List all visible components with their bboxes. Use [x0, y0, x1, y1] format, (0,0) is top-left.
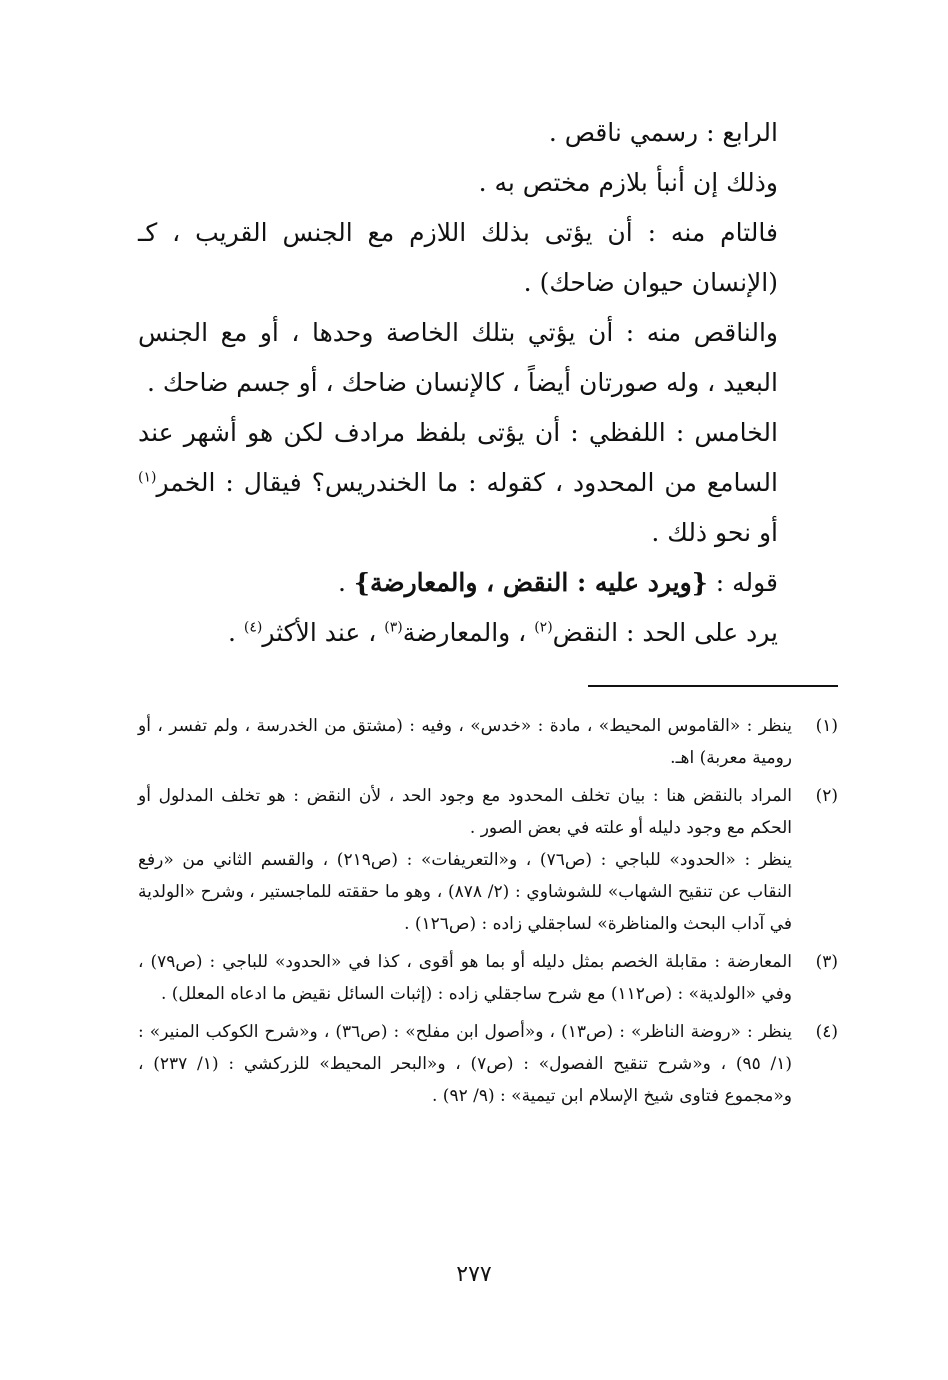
footnote-text	[138, 1016, 792, 1112]
paragraph-fifth-end: أو نحو ذلك .	[651, 518, 778, 547]
objections-text-c: ، عند الأكثر	[262, 618, 385, 647]
footnote-paragraph: ينظر : «القاموس المحيط» ، مادة : «خدس» ، وفيه : (مشتق من الخدرسة ، ولم تفسر ، أو رومية معربة) اهـ.	[138, 716, 792, 768]
quoted-matn: {ويرد عليه : النقض ، والمعارضة}	[353, 568, 708, 597]
footnote-text	[138, 946, 792, 1010]
footnote-paragraph: ينظر : «روضة الناظر» : (ص١٣) ، و«أصول ابن مفلح» : (ص٣٦) ، و«شرح الكوكب المنير» : (١/ ٩٥) ، و«شرح تنقيح الفصول» : (ص٧) ، و«البحر المحيط» للزركشي : (١/ ٢٣٧) ، و«مجموع فتاوى شيخ الإسلام ابن تيمية» : (٩/ ٩٢) .	[138, 1022, 792, 1106]
objections-text-d: .	[227, 618, 244, 647]
footnote-paragraph: ينظر : «الحدود» للباجي : (ص٧٦) ، و«التعريفات» : (ص٢١٩) ، والقسم الثاني من «رفع النقاب عن تنقيح الشهاب» للشوشاوي : (٢/ ٨٧٨) ، وهو ما حققته للماجستير ، وشرح «الولدية في آداب البحث والمناظرة» لساجقلي زاده : (ص١٢٦) .	[138, 850, 793, 934]
footnote-ref-3[interactable]: (٣)	[384, 619, 403, 636]
paragraph-objections	[138, 608, 838, 658]
footnote-1	[138, 710, 838, 774]
footnote-4	[138, 1016, 838, 1112]
objections-text-a: يرد على الحد : النقض	[552, 618, 778, 647]
paragraph-incomplete: والناقص منه : أن يؤتي بتلك الخاصة وحدها ، أو مع الجنس البعيد ، وله صورتان أيضاً ، كالإنسان ضاحك ، أو جسم ضاحك .	[138, 318, 778, 397]
paragraph-complete: فالتام منه : أن يؤتى بذلك اللازم مع الجنس القريب ، كـ (الإنسان حيوان ضاحك) .	[138, 218, 778, 297]
footnote-text	[138, 710, 792, 774]
paragraph-fourth: الرابع : رسمي ناقص .	[548, 118, 778, 147]
footnote-paragraph: المعارضة : مقابلة الخصم بمثل دليله أو بما هو أقوى ، كذا في «الحدود» للباجي : (ص٧٩) ، وفي «الولدية» : (ص١١٢) مع شرح ساجقلي زاده : (إثبات السائل نقيض ما ادعاه المعلل) .	[138, 952, 792, 1004]
footnote-paragraph: المراد بالنقض هنا : بيان تخلف المحدود مع وجود الحد ، لأن النقض : هو تخلف المدلول أو الحكم مع وجود دليله أو علته في بعض الصور .	[138, 786, 792, 838]
footnote-number: (٣)	[815, 952, 838, 972]
footnotes	[138, 710, 838, 1118]
footnote-number: (٤)	[815, 1022, 838, 1042]
paragraph-fifth-text: الخامس : اللفظي : أن يؤتى بلفظ مرادف لكن هو أشهر عند السامع من المحدود ، كقوله : ما الخندريس؟ فيقال : الخمر	[138, 418, 778, 497]
page-number: ٢٧٧	[456, 1262, 492, 1287]
footnote-ref-2[interactable]: (٢)	[534, 619, 553, 636]
footnote-ref-1[interactable]: (١)	[138, 469, 157, 486]
main-text	[138, 108, 838, 658]
footnote-2	[138, 780, 838, 940]
objections-text-b: ، والمعارضة	[402, 618, 535, 647]
paragraph-explanation: وذلك إن أنبأ بلازم مختص به .	[478, 168, 778, 197]
footnote-number: (١)	[815, 716, 838, 736]
footnote-ref-4[interactable]: (٤)	[243, 619, 263, 636]
quote-intro: قوله :	[707, 568, 778, 597]
quote-end: .	[337, 568, 354, 597]
footnote-text	[138, 780, 792, 940]
paragraph-quote	[138, 558, 838, 608]
footnote-number: (٢)	[815, 786, 838, 806]
footnote-separator	[588, 685, 838, 687]
footnote-3	[138, 946, 838, 1010]
paragraph-fifth	[138, 408, 838, 558]
